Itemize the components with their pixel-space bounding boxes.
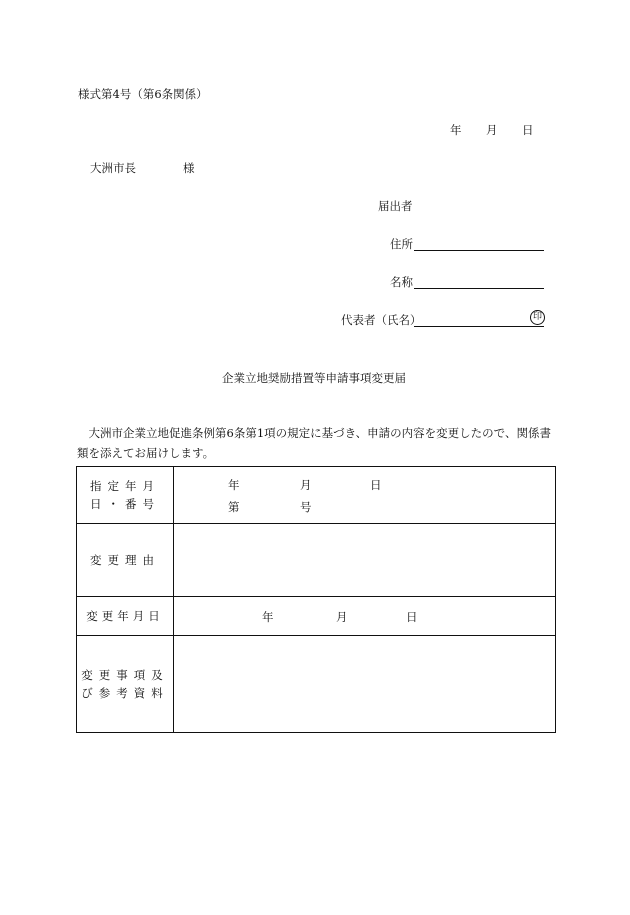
date-year-label: 年	[450, 123, 462, 137]
notifier-title: 届出者	[378, 199, 413, 213]
document-body: 大洲市企業立地促進条例第6条第1項の規定に基づき、申請の内容を変更したので、関係書類を添えてお届けします。	[77, 426, 551, 460]
designation-number-suffix: 号	[300, 500, 312, 514]
change-date-value-cell[interactable]	[174, 597, 556, 636]
form-number: 様式第4号（第6条関係）	[78, 87, 208, 101]
change-items-value-cell[interactable]	[174, 636, 556, 733]
representative-label: 代表者（氏名）	[341, 313, 422, 327]
designation-number-prefix: 第	[228, 500, 240, 514]
change-reason-label	[77, 524, 174, 597]
document-title: 企業立地奨励措置等申請事項変更届	[222, 371, 406, 385]
row-change-items	[77, 636, 556, 733]
designation-month: 月	[300, 478, 312, 492]
designation-year: 年	[228, 478, 240, 492]
change-date-label-text: 変更年月日	[86, 609, 164, 623]
designation-label	[77, 467, 174, 524]
date-day-label: 日	[522, 123, 534, 137]
change-date-year: 年	[262, 610, 274, 624]
designation-label-line1: 指定年月	[90, 479, 160, 493]
name-label: 名称	[390, 275, 413, 289]
addressee: 大洲市長	[90, 161, 136, 175]
representative-field-line[interactable]	[414, 326, 544, 327]
change-items-label-line1: 変更事項及	[81, 668, 169, 682]
change-date-month: 月	[336, 610, 348, 624]
designation-label-line2: 日・番号	[90, 497, 160, 511]
seal-mark: 印	[530, 310, 545, 325]
name-field-line[interactable]	[414, 288, 544, 289]
row-designation	[77, 467, 556, 524]
date-month-label: 月	[486, 123, 498, 137]
designation-day: 日	[370, 478, 382, 492]
address-label: 住所	[390, 237, 413, 251]
change-items-label	[77, 636, 174, 733]
change-reason-value-cell[interactable]	[174, 524, 556, 597]
designation-value-cell[interactable]	[174, 467, 556, 524]
change-items-label-line2: び参考資料	[81, 686, 169, 700]
row-change-date	[77, 597, 556, 636]
row-change-reason	[77, 524, 556, 597]
change-date-day: 日	[406, 610, 418, 624]
address-field-line[interactable]	[414, 250, 544, 251]
addressee-honorific: 様	[183, 161, 195, 175]
change-date-label	[77, 597, 174, 636]
change-reason-label-text: 変更理由	[90, 553, 160, 567]
change-form-table	[76, 466, 556, 733]
